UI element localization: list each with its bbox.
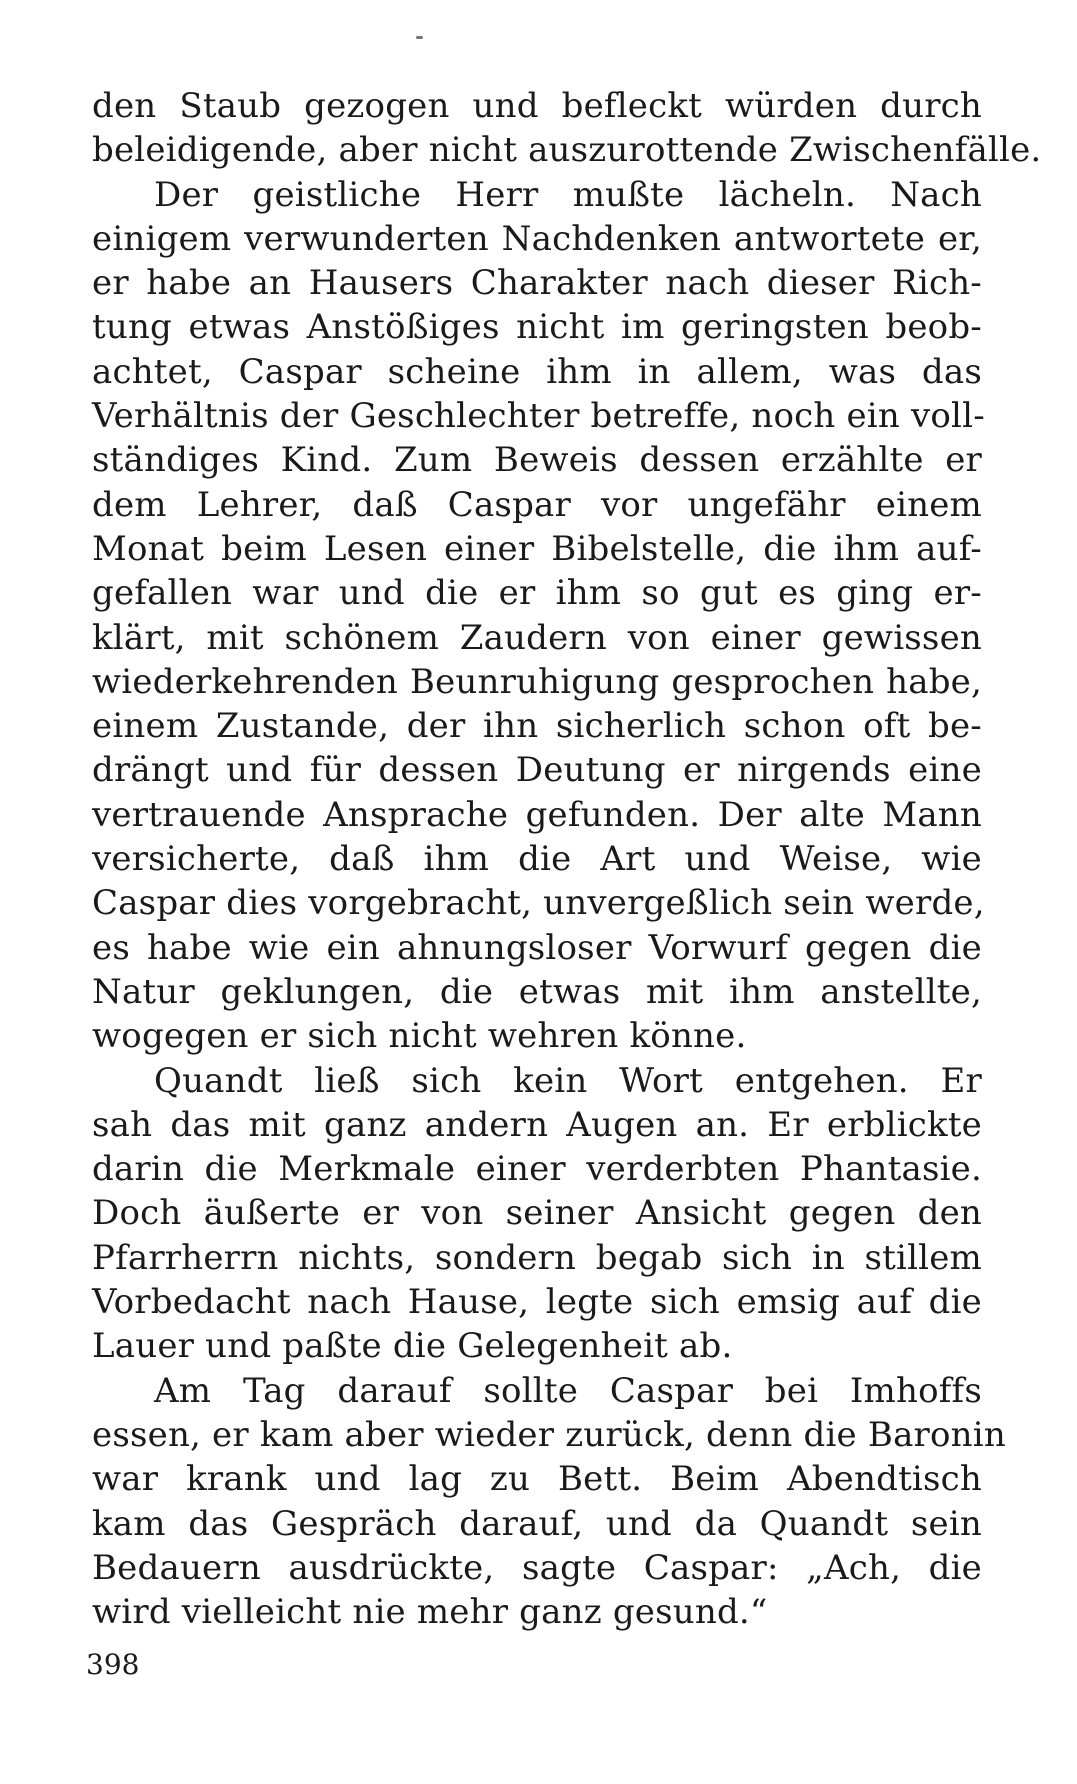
text-line: Caspar dies vorgebracht, unvergeßlich sein werde,: [92, 883, 985, 924]
text-line: Bedauern ausdrückte, sagte Caspar: „Ach, die: [92, 1547, 982, 1588]
text-line: kam das Gespräch darauf, und da Quandt sein: [92, 1503, 982, 1544]
text-line: Am Tag darauf sollte Caspar bei Imhoffs: [154, 1370, 982, 1411]
text-line: beleidigende, aber nicht auszurottende Zwischenfälle.: [92, 130, 1042, 171]
text-line: Doch äußerte er von seiner Ansicht gegen den: [92, 1193, 982, 1234]
text-line: den Staub gezogen und befleckt würden durch: [92, 86, 982, 126]
text-line: wiederkehrenden Beunruhigung gesprochen habe,: [92, 661, 982, 702]
text-line: Natur geklungen, die etwas mit ihm anstellte,: [92, 971, 982, 1012]
text-line: achtet, Caspar scheine ihm in allem, was das: [92, 351, 982, 392]
text-line: Monat beim Lesen einer Bibelstelle, die ihm auf-: [92, 528, 982, 569]
text-line: Lauer und paßte die Gelegenheit ab.: [92, 1326, 733, 1367]
text-line: es habe wie ein ahnungsloser Vorwurf gegen die: [92, 927, 982, 968]
text-line: Vorbedacht nach Hause, legte sich emsig auf die: [92, 1282, 982, 1323]
text-line: Der geistliche Herr mußte lächeln. Nach: [154, 174, 982, 215]
text-line: Pfarrherrn nichts, sondern begab sich in stillem: [92, 1237, 982, 1278]
text-line: Verhältnis der Geschlechter betreffe, noch ein voll-: [92, 396, 985, 437]
text-line: tung etwas Anstößiges nicht im geringsten beob-: [92, 307, 982, 348]
text-line: dem Lehrer, daß Caspar vor ungefähr einem: [92, 484, 982, 525]
text-line: drängt und für dessen Deutung er nirgends eine: [92, 750, 982, 791]
text-line: einigem verwunderten Nachdenken antwortete er,: [92, 218, 982, 259]
body-text: [92, 84, 1042, 1634]
text-line: sah das mit ganz andern Augen an. Er erblickte: [92, 1104, 982, 1145]
text-line: wird vielleicht nie mehr ganz gesund.“: [92, 1592, 768, 1633]
text-line: wogegen er sich nicht wehren könne.: [92, 1016, 747, 1057]
text-line: versicherte, daß ihm die Art und Weise, wie: [92, 839, 982, 880]
text-line: er habe an Hausers Charakter nach dieser Rich-: [92, 263, 982, 304]
text-line: klärt, mit schönem Zaudern von einer gewissen: [92, 617, 982, 658]
text-line: darin die Merkmale einer verderbten Phantasie.: [92, 1149, 982, 1190]
text-line: essen, er kam aber wieder zurück, denn die Baronin: [92, 1414, 1006, 1455]
text-line: gefallen war und die er ihm so gut es ging er-: [92, 573, 982, 614]
print-speck: [416, 36, 423, 39]
text-line: vertrauende Ansprache gefunden. Der alte Mann: [92, 794, 982, 835]
text-line: ständiges Kind. Zum Beweis dessen erzählte er: [92, 440, 982, 481]
text-line: war krank und lag zu Bett. Beim Abendtisch: [92, 1459, 982, 1500]
text-line: einem Zustande, der ihn sicherlich schon oft be-: [92, 706, 982, 747]
page-number: 398: [86, 1648, 140, 1681]
text-line: Quandt ließ sich kein Wort entgehen. Er: [154, 1060, 982, 1101]
